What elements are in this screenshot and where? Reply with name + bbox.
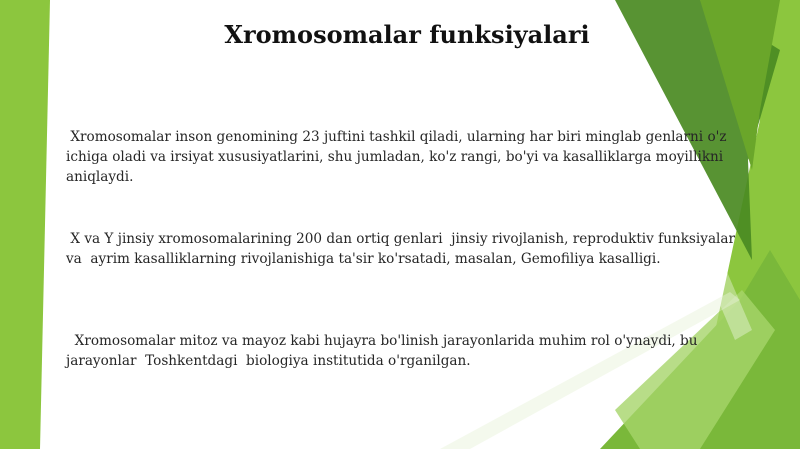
slide-title: Xromosomalar funksiyalari [224,20,590,49]
paragraph-sex-chromosomes: X va Y jinsiy xromosomalarining 200 dan ortiq genlari jinsiy rivojlanish, reproduktiv funksiyalar va ayrim kasalliklarning rivojlanishiga ta'sir ko'rsatadi, masalan, Gemofiliya kasalligi. [66,231,740,267]
left-green-shape [0,0,50,449]
paragraph-chromosomes-genome: Xromosomalar inson genomining 23 juftini tashkil qiladi, ularning har biri minglab genlarni o'z ichiga oladi va irsiyat xususiyatlarini, shu jumladan, ko'z rangi, bo'yi va kasalliklarga moyillikni aniqlaydi. [66,129,731,185]
paragraph-cell-division: Xromosomalar mitoz va mayoz kabi hujayra bo'linish jarayonlarida muhim rol o'ynaydi, bu jarayonlar Toshkentdagi biologiya institutida o'rganilgan. [66,333,702,369]
